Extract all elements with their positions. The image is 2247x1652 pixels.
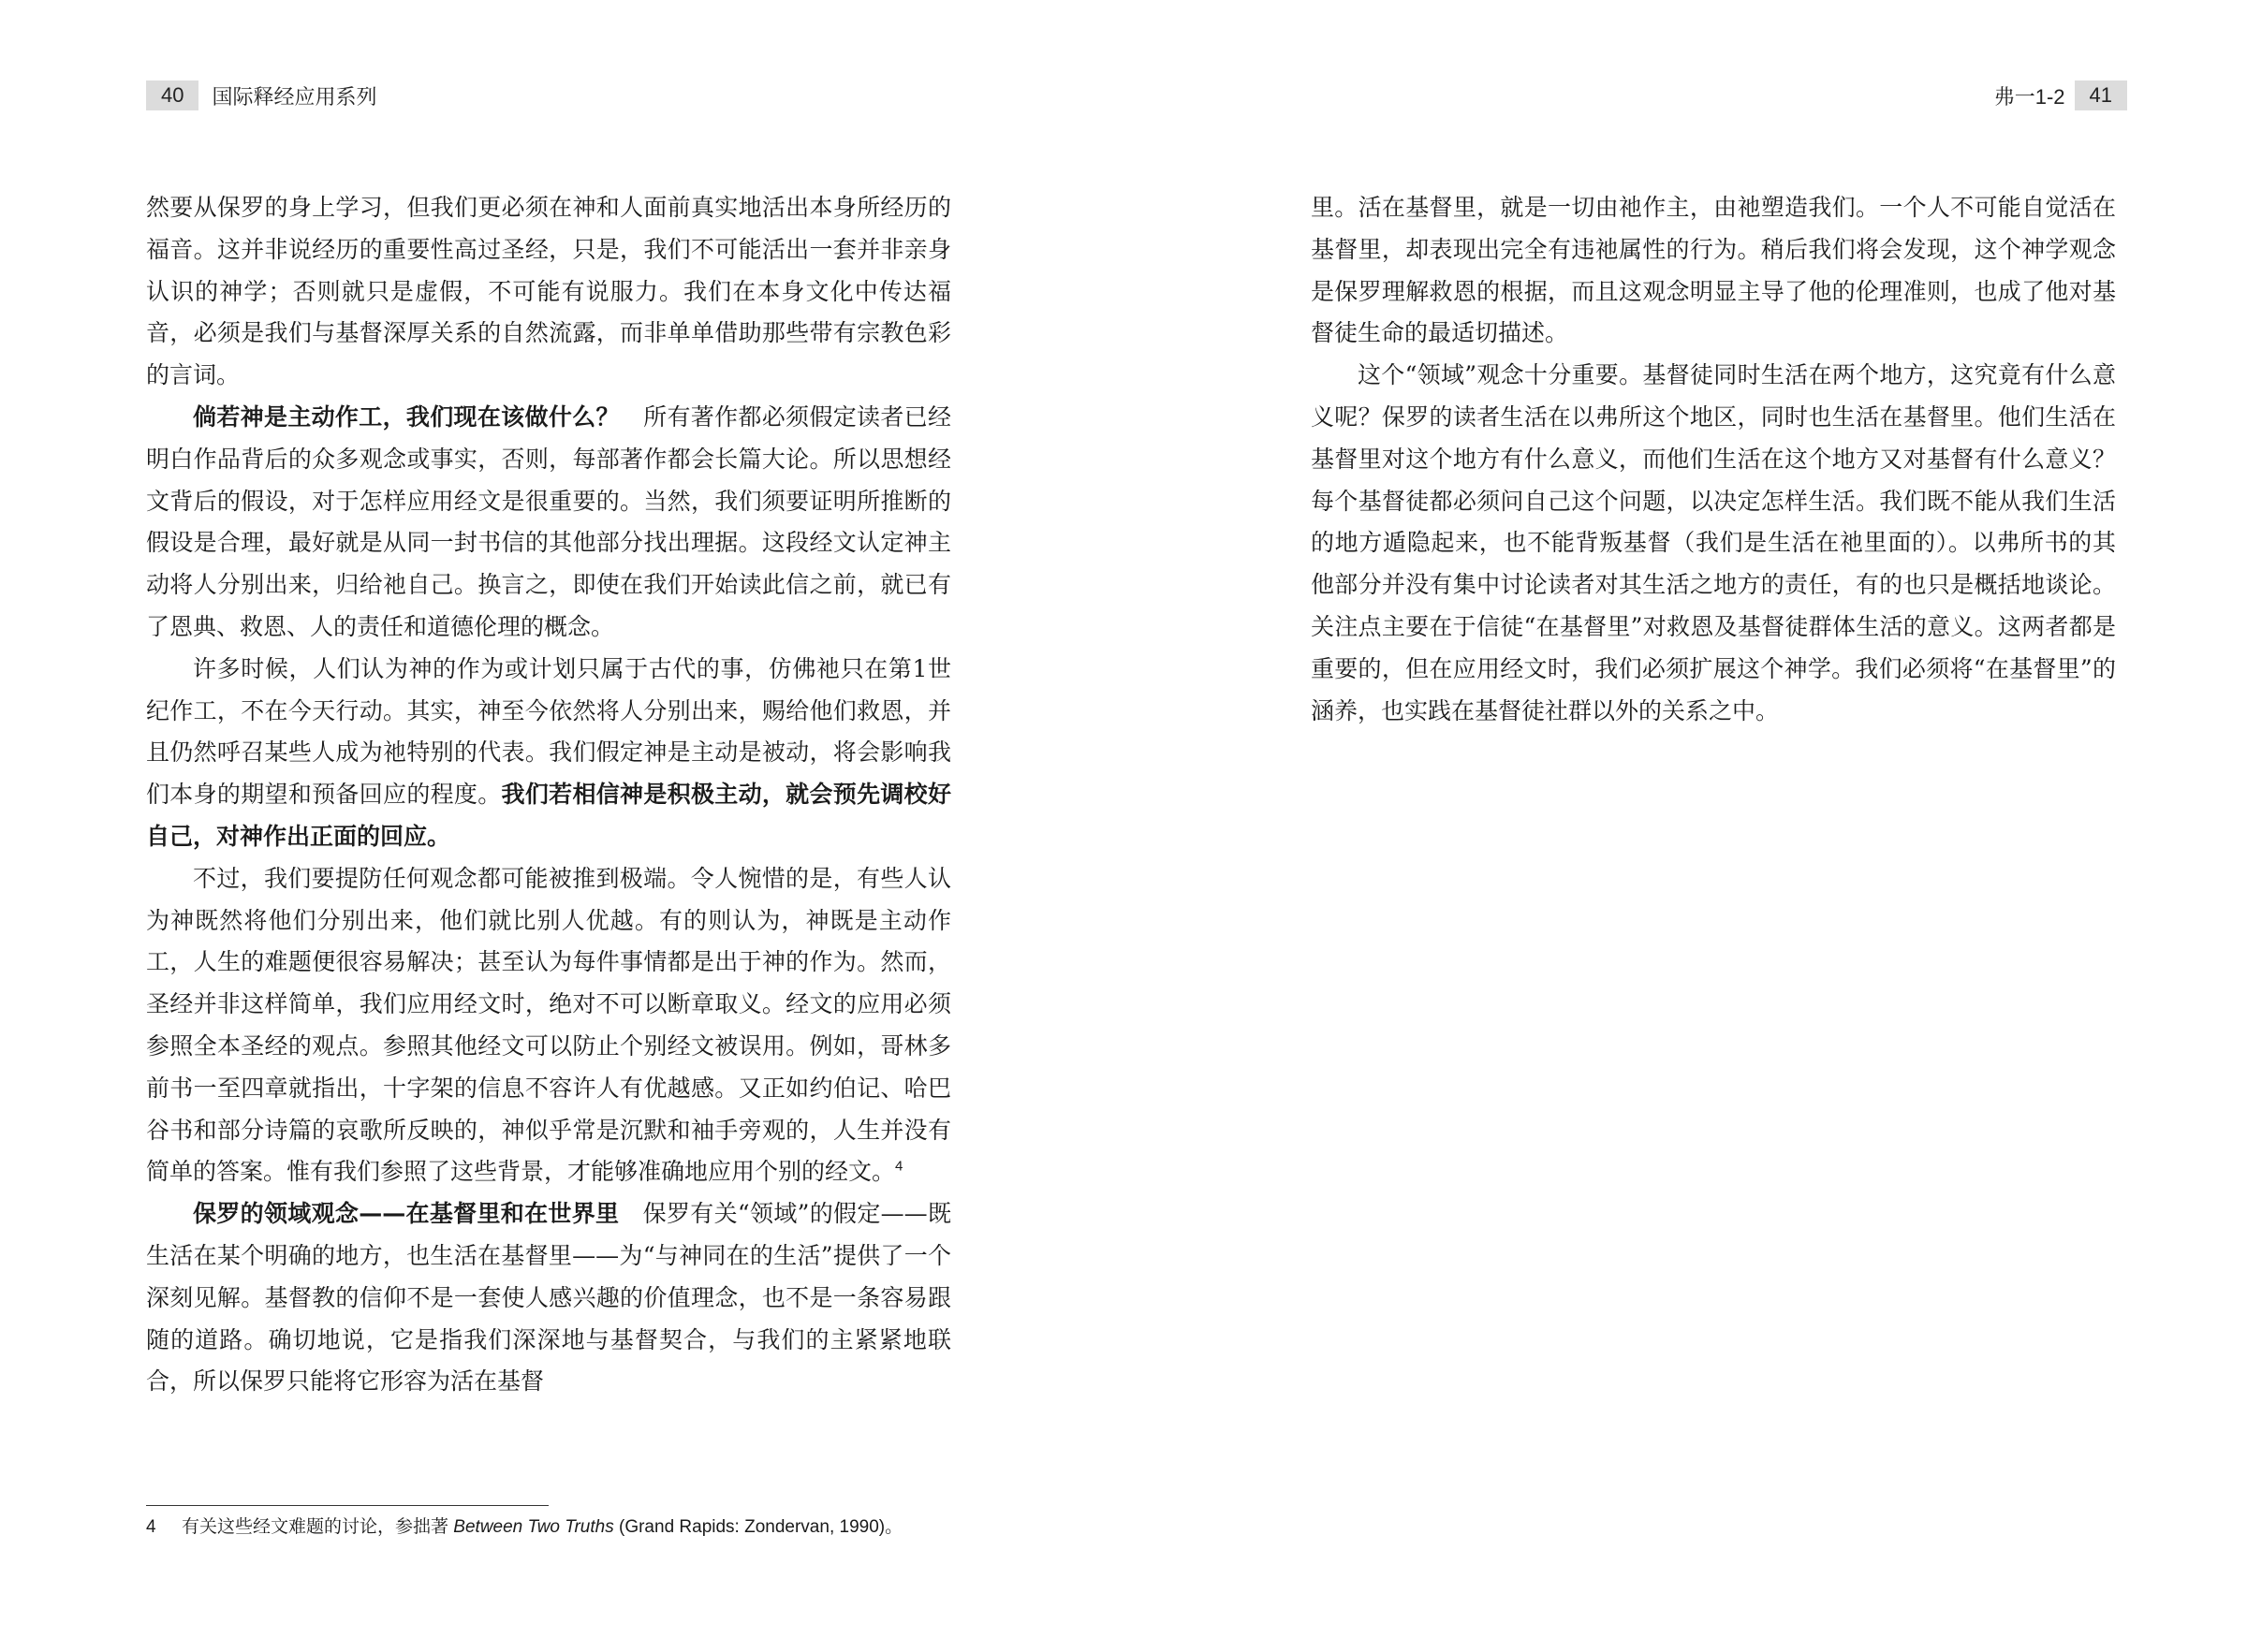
- left-paragraph-4: [146, 858, 951, 1193]
- footnote-prefix: 有关这些经文难题的讨论，参拙著: [182, 1517, 449, 1537]
- footnote-suffix: (Grand Rapids: Zondervan, 1990)。: [613, 1517, 903, 1537]
- right-paragraph-2: [1311, 355, 2116, 732]
- right-page: [1124, 0, 2247, 1652]
- left-paragraph-5-text: 保罗有关“领域”的假定——既生活在某个明确的地方，也生活在基督里——为“与神同在的生活”提供了一个深刻见解。基督教的信仰不是一套使人感兴趣的价值理念，也不是一条容易跟随的道路。确切地说，它是指我们深深地与基督契合，与我们的主紧紧地联合，所以保罗只能将它形容为活在基督: [146, 1200, 951, 1396]
- left-page-number: 40: [146, 80, 198, 110]
- left-paragraph-2: [146, 397, 951, 649]
- footnote-number: 4: [146, 1517, 156, 1537]
- passage-reference: 弗一1-2: [1993, 84, 2065, 109]
- footnote: [146, 1514, 989, 1541]
- footnote-book-title: Between Two Truths: [453, 1517, 614, 1537]
- left-paragraph-1-text: 然要从保罗的身上学习，但我们更必须在神和人面前真实地活出本身所经历的福音。这并非说经历的重要性高过圣经，只是，我们不可能活出一套并非亲身认识的神学；否则就只是虚假，不可能有说服力。我们在本身文化中传达福音，必须是我们与基督深厚关系的自然流露，而非单单借助那些带有宗教色彩的言词。: [146, 194, 951, 389]
- right-page-number: 41: [2075, 80, 2127, 110]
- right-paragraph-1: [1311, 187, 2116, 355]
- section-heading-realm-concept: 保罗的领域观念——在基督里和在世界里: [193, 1200, 620, 1228]
- right-running-head: [1994, 80, 2127, 110]
- footnote-divider: [146, 1505, 549, 1506]
- right-text-block: [1311, 187, 2116, 732]
- left-running-head: [146, 80, 377, 110]
- left-text-block: [146, 187, 951, 1403]
- left-paragraph-3: [146, 649, 951, 858]
- right-paragraph-2-text: 这个“领域”观念十分重要。基督徒同时生活在两个地方，这究竟有什么意义呢？保罗的读者生活在以弗所这个地区，同时也生活在基督里。他们生活在基督里对这个地方有什么意义，而他们生活在这个地方又对基督有什么意义？每个基督徒都必须问自己这个问题，以决定怎样生活。我们既不能从我们生活的地方遁隐起来，也不能背叛基督（我们是生活在祂里面的）。以弗所书的其他部分并没有集中讨论读者对其生活之地方的责任，有的也只是概括地谈论。关注点主要在于信徒“在基督里”对救恩及基督徒群体生活的意义。这两者都是重要的，但在应用经文时，我们必须扩展这个神学。我们必须将“在基督里”的涵养，也实践在基督徒社群以外的关系之中。: [1311, 361, 2116, 724]
- left-paragraph-1: [146, 187, 951, 397]
- left-paragraph-5: [146, 1193, 951, 1403]
- left-paragraph-3-text: 许多时候，人们认为神的作为或计划只属于古代的事，仿佛祂只在第1世纪作工，不在今天行动。其实，神至今依然将人分别出来，赐给他们救恩，并且仍然呼召某些人成为祂特别的代表。我们假定神是主动是被动，将会影响我们本身的期望和预备回应的程度。: [146, 654, 951, 809]
- section-heading-active-god: 倘若神是主动作工，我们现在该做什么？: [193, 402, 620, 431]
- right-paragraph-1-text: 里。活在基督里，就是一切由祂作主，由祂塑造我们。一个人不可能自觉活在基督里，却表现出完全有违祂属性的行为。稍后我们将会发现，这个神学观念是保罗理解救恩的根据，而且这观念明显主导了他的伦理准则，也成了他对基督徒生命的最适切描述。: [1311, 194, 2116, 347]
- left-paragraph-3-emphasis: 我们若相信神是积极主动，就会预先调校好自己，对神作出正面的回应。: [146, 781, 951, 850]
- left-paragraph-4-text: 不过，我们要提防任何观念都可能被推到极端。令人惋惜的是，有些人认为神既然将他们分别出来，他们就比别人优越。有的则认为，神既是主动作工，人生的难题便很容易解决；甚至认为每件事情都是出于神的作为。然而，圣经并非这样简单，我们应用经文时，绝对不可以断章取义。经文的应用必须参照全本圣经的观点。参照其他经文可以防止个别经文被误用。例如，哥林多前书一至四章就指出，十字架的信息不容许人有优越感。又正如约伯记、哈巴谷书和部分诗篇的哀歌所反映的，神似乎常是沉默和袖手旁观的，人生并没有简单的答案。惟有我们参照了这些背景，才能够准确地应用个别的经文。: [146, 864, 951, 1186]
- footnote-reference[interactable]: 4: [895, 1159, 903, 1175]
- left-paragraph-2-text: 所有著作都必须假定读者已经明白作品背后的众多观念或事实，否则，每部著作都会长篇大论。所以思想经文背后的假设，对于怎样应用经文是很重要的。当然，我们须要证明所推断的假设是合理，最好就是从同一封书信的其他部分找出理据。这段经文认定神主动将人分别出来，归给祂自己。换言之，即使在我们开始读此信之前，就已有了恩典、救恩、人的责任和道德伦理的概念。: [146, 402, 951, 640]
- series-title: 国际释经应用系列: [212, 84, 377, 109]
